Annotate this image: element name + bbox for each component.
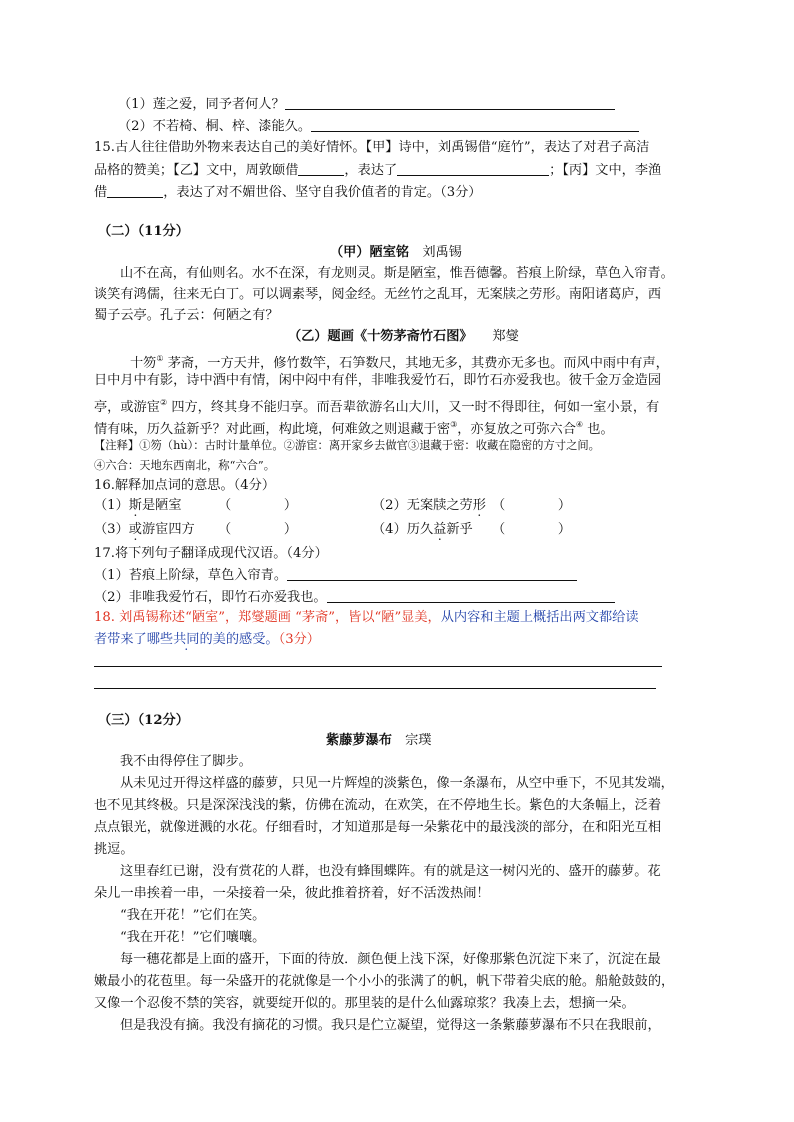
yi-text-1: 十笏① 茅斋，一方天井，修竹数竿，石笋数尺，其地无多，其费亦无多也。而风中雨中有声， [130,354,669,371]
answer-blank[interactable] [311,116,639,132]
q15-line-3: 借 ，表达了对不媚世俗、坚守自我价值者的肯定。（3分） [94,182,481,203]
para-7-line-1: 但是我没有摘。我没有摘花的习惯。我只是伫立凝望，觉得这一条紫藤萝瀑布不只在我眼前， [120,1018,661,1033]
q16-c: （3）或游宦四方 [94,522,195,537]
q17-item-2: （2）非唯我爱竹石，即竹石亦爱我也。 [94,587,615,608]
para-2-line-2: 也不见其终极。只是深深浅浅的紫，仿佛在流动，在欢笑，在不停地生长。紫色的大条幅上，泛着 [94,798,662,813]
q18-line-2: 者带来了哪些共同的美的感受。（3分） [94,632,320,647]
section-3-heading: （三）（12分） [98,713,189,728]
yi-author: 郑燮 [492,329,519,344]
article-author: 宗璞 [405,733,432,748]
q16-a: （1）斯是陋室 [94,498,182,513]
q14-item-1: （1）莲之爱，同予者何人？ [118,94,615,115]
q16-d: （4）历久益新乎 [372,522,473,537]
answer-blank[interactable] [287,565,577,581]
yi-text-4: 情有味，历久益新乎？对此画，构此境，何难敛之则退藏于密③，亦复放之可弥六合④ 也。 [94,420,614,437]
jia-title-line [330,243,462,263]
para-6-line-2: 嫩最小的花苞里。每一朵盛开的花就像是一个小小的张满了的帆，帆下带着尖底的舱。船舱鼓鼓的， [94,974,675,989]
q15-line-1: 15.古人往往借助外物来表达自己的美好情怀。【甲】诗中，刘禹锡借“庭竹”，表达了对君子高洁 [94,140,650,155]
footnote-1: 【注释】①笏（hù）：古时计量单位。②游宦：离开家乡去做官③退藏于密：收藏在隐密的方寸之间。 [94,439,600,452]
q16-b-answer[interactable]: （ ） [492,498,572,513]
q17-stem: 17.将下列句子翻译成现代汉语。（4分） [94,546,328,561]
q18-line-1: 18. 刘禹锡称述“陋室”，郑燮题画 “茅斋”，皆以“陋”显美，从内容和主题上概括出两文都给读 [94,610,639,625]
q16-a-answer[interactable]: （ ） [218,498,298,513]
jia-author: 刘禹锡 [422,245,462,260]
para-2-line-4: 挑逗。 [94,842,134,857]
jia-text-2: 谈笑有鸿儒，往来无白丁。可以调素琴，阅金经。无丝竹之乱耳，无案牍之劳形。南阳诸葛庐，西 [94,287,662,302]
article-title: 紫藤萝瀑布 [326,733,392,748]
q16-c-answer[interactable]: （ ） [218,522,298,537]
answer-blank[interactable] [327,587,615,603]
q17-item-1: （1）苔痕上阶绿，草色入帘青。 [94,565,577,586]
answer-line[interactable] [94,688,656,689]
yi-text-2: 日中月中有影，诗中酒中有情，闲中闷中有伴，非唯我爱竹石，即竹石亦爱我也。彼千金万金造园 [94,373,662,388]
yi-title: （乙）题画《十笏茅斋竹石图》 [288,329,467,344]
jia-text-1: 山不在高，有仙则名。水不在深，有龙则灵。斯是陋室，惟吾德馨。苔痕上阶绿，草色入帘青。 [120,266,674,281]
answer-blank[interactable] [107,182,163,198]
q16-stem: 16.解释加点词的意思。（4分） [94,478,276,493]
para-1: 我不由得停住了脚步。 [120,754,252,769]
yi-text-3: 亭，或游宦② 四方，终其身不能归享。而吾辈欲游名山大川，又一时不得即往，何如一室小景，有 [94,398,660,415]
jia-text-3: 蜀子云亭。孔子云：何陋之有？ [94,308,279,323]
q14-item-2: （2）不若椅、桐、梓、漆能久。 [118,116,639,137]
para-2-line-3: 点点银光，就像迸溅的水花。仔细看时，才知道那是每一朵紫花中的最浅淡的部分，在和阳光互相 [94,820,662,835]
para-5: “我在开花！”它们嚷嚷。 [120,930,266,945]
yi-title-line [288,327,519,347]
answer-line[interactable] [94,666,662,667]
para-3-line-2: 朵儿一串挨着一串，一朵接着一朵，彼此推着挤着，好不活泼热闹！ [94,886,490,901]
para-3-line-1: 这里春红已谢，没有赏花的人群，也没有蜂围蝶阵。有的就是这一树闪光的、盛开的藤萝。花 [120,864,661,879]
sec3-title-line [326,731,432,751]
answer-blank[interactable] [397,160,549,176]
answer-blank[interactable] [285,94,615,110]
para-6-line-1: 每一穗花都是上面的盛开，下面的待放．颜色便上浅下深，好像那紫色沉淀下来了，沉淀在最 [120,952,661,967]
section-2-heading: （二）（11分） [98,224,189,239]
footnote-2: ④六合：天地东西南北，称“六合”。 [94,459,276,472]
para-2-line-1: 从未见过开得这样盛的藤萝，只见一片辉煌的淡紫色，像一条瀑布，从空中垂下，不见其发端， [120,776,674,791]
q15-line-2: 品格的赞美；【乙】文中，周敦颐借 ，表达了 ；【丙】文中，李渔 [94,160,661,181]
answer-blank[interactable] [298,160,344,176]
para-6-line-3: 又像一个忍俊不禁的笑容，就要绽开似的。那里装的是什么仙露琼浆？我凑上去，想摘一朵。 [94,996,635,1011]
para-4: “我在开花！”它们在笑。 [120,908,266,923]
q16-b: （2）无案牍之劳形 [372,498,486,513]
jia-title: （甲）陋室铭 [330,245,410,260]
q16-d-answer[interactable]: （ ） [492,522,572,537]
